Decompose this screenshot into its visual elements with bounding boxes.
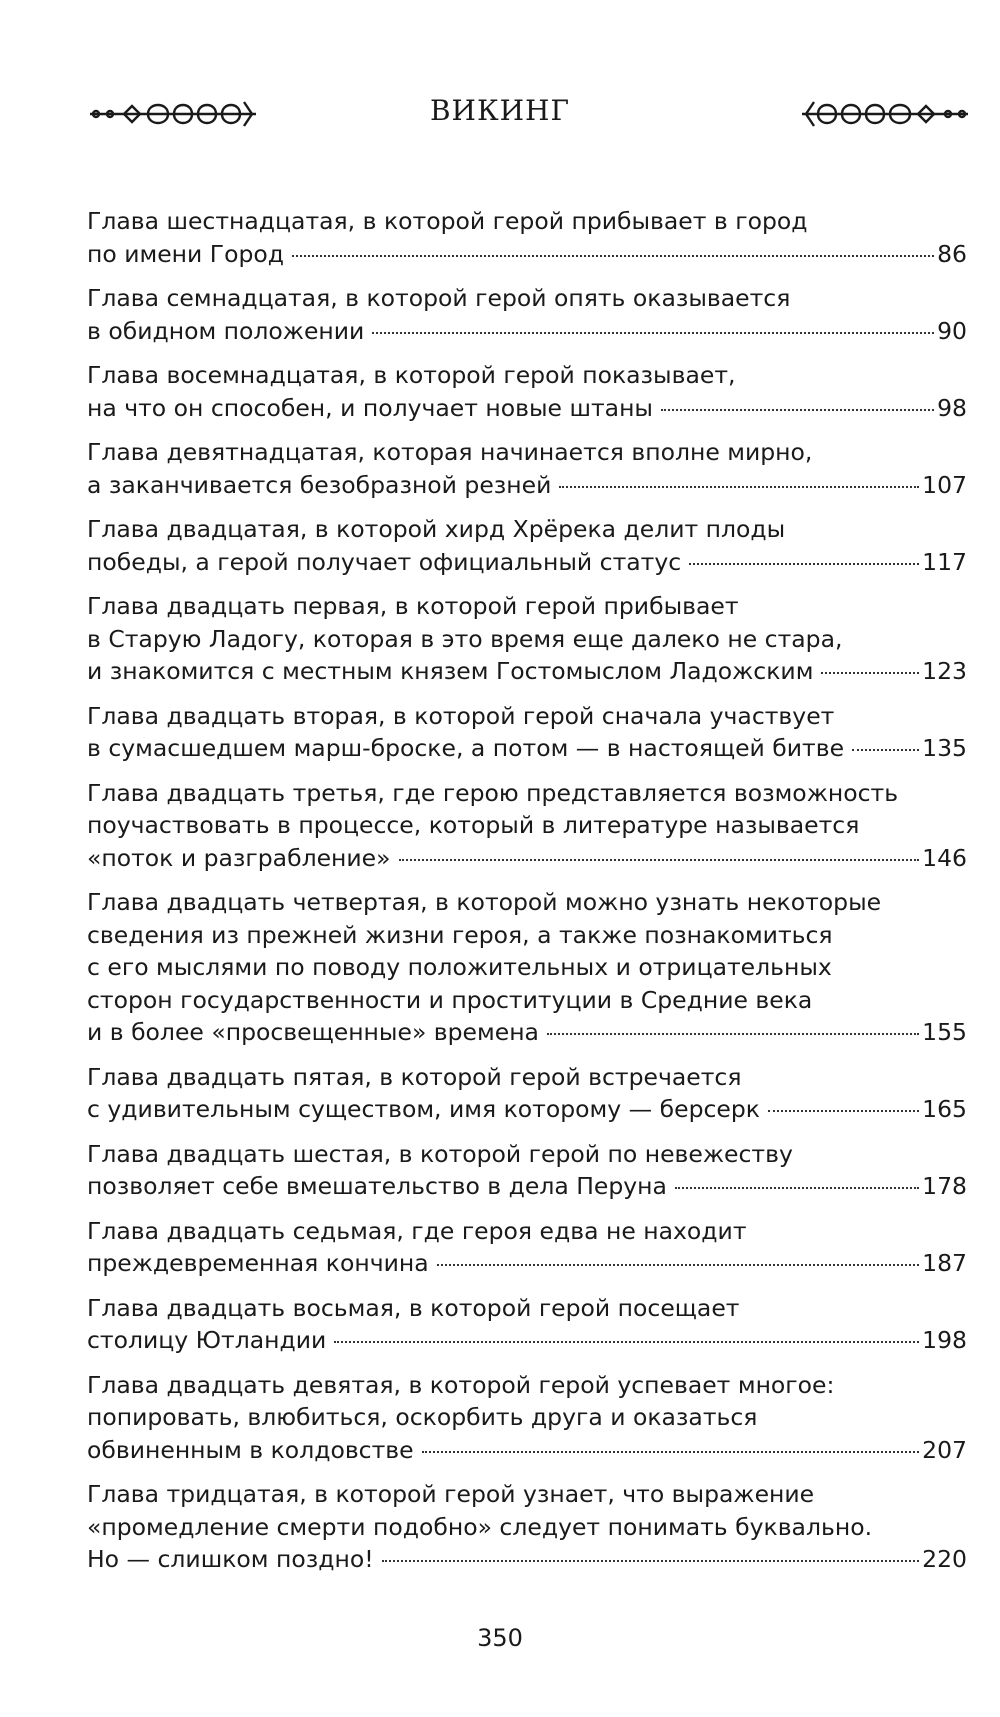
toc-entry-last-line bbox=[87, 842, 967, 875]
dot-leader bbox=[852, 749, 919, 751]
toc-page-number: 117 bbox=[922, 547, 967, 576]
toc-entry-last-line bbox=[87, 315, 967, 348]
toc-entry[interactable] bbox=[87, 700, 967, 765]
toc-entry-text: в обидном положении bbox=[87, 316, 365, 345]
toc-entry-text: столицу Ютландии bbox=[87, 1326, 327, 1354]
toc-entry-text: по имени Город bbox=[87, 239, 285, 268]
toc-page-number: 98 bbox=[937, 393, 967, 422]
right-ornament-icon bbox=[800, 94, 970, 134]
running-header bbox=[0, 86, 1000, 136]
table-of-contents bbox=[87, 205, 967, 1588]
toc-page-number: 135 bbox=[922, 734, 967, 762]
toc-entry-line: с его мыслями по поводу положительных и отрицательных bbox=[87, 953, 832, 981]
toc-entry-line: Глава тридцатая, в которой герой узнает, что выражение bbox=[87, 1480, 815, 1508]
toc-entry-line: Глава восемнадцатая, в которой герой показывает, bbox=[87, 361, 736, 389]
dot-leader bbox=[292, 255, 934, 257]
toc-entry[interactable] bbox=[87, 205, 967, 270]
toc-entry-text: и в более «просвещенные» времена bbox=[87, 1018, 539, 1046]
toc-entry-text: в сумасшедшем марш-броске, а потом — в настоящей битве bbox=[87, 734, 845, 762]
toc-entry-line: Глава двадцать восьмая, в которой герой посещает bbox=[87, 1293, 740, 1322]
toc-entry[interactable] bbox=[87, 1369, 967, 1467]
toc-entry-line: сторон государственности и проституции в Средние века bbox=[87, 985, 813, 1014]
toc-entry-line: поучаствовать в процессе, который в литературе называется bbox=[87, 811, 860, 839]
toc-page-number: 123 bbox=[922, 657, 967, 685]
toc-entry-line: Глава семнадцатая, в которой герой опять оказывается bbox=[87, 284, 791, 312]
toc-entry-last-line bbox=[87, 1016, 967, 1049]
toc-entry-line: Глава двадцать вторая, в которой герой сначала участвует bbox=[87, 701, 835, 730]
toc-entry-line: Глава двадцать седьмая, где героя едва не находит bbox=[87, 1216, 747, 1245]
toc-entry-last-line bbox=[87, 238, 967, 271]
dot-leader bbox=[437, 1264, 920, 1266]
toc-entry-text: преждевременная кончина bbox=[87, 1249, 429, 1277]
toc-entry[interactable] bbox=[87, 886, 967, 1049]
toc-entry-last-line bbox=[87, 1434, 967, 1467]
toc-entry-text: с удивительным существом, имя которому — берсерк bbox=[87, 1095, 760, 1123]
toc-entry-last-line bbox=[87, 1170, 967, 1203]
toc-page-number: 146 bbox=[922, 843, 967, 872]
toc-page-number: 198 bbox=[922, 1326, 967, 1354]
toc-page-number: 90 bbox=[937, 316, 967, 345]
toc-entry[interactable] bbox=[87, 1215, 967, 1280]
dot-leader bbox=[382, 1560, 920, 1562]
toc-page-number: 207 bbox=[922, 1435, 967, 1464]
dot-leader bbox=[422, 1451, 920, 1453]
toc-entry[interactable] bbox=[87, 1138, 967, 1203]
page-number: 350 bbox=[477, 1624, 523, 1652]
toc-entry-last-line bbox=[87, 1093, 967, 1126]
toc-entry-line: Глава шестнадцатая, в которой герой прибывает в город bbox=[87, 207, 808, 235]
toc-entry-last-line bbox=[87, 546, 967, 579]
toc-entry-text: и знакомится с местным князем Гостомыслом Ладожским bbox=[87, 657, 814, 685]
toc-entry[interactable] bbox=[87, 1478, 967, 1576]
toc-entry-line: Глава двадцать четвертая, в которой можно узнать некоторые bbox=[87, 888, 882, 916]
toc-entry-text: «поток и разграбление» bbox=[87, 843, 391, 872]
toc-entry-text: позволяет себе вмешательство в дела Перуна bbox=[87, 1172, 667, 1200]
toc-entry-last-line bbox=[87, 1247, 967, 1280]
toc-entry-text: обвиненным в колдовстве bbox=[87, 1435, 414, 1464]
toc-entry-line: Глава двадцать первая, в которой герой прибывает bbox=[87, 592, 739, 620]
toc-entry-last-line bbox=[87, 1324, 967, 1357]
toc-page-number: 187 bbox=[922, 1249, 967, 1277]
toc-page-number: 178 bbox=[922, 1172, 967, 1200]
toc-page-number: 107 bbox=[922, 470, 967, 499]
toc-entry-line: Глава двадцать пятая, в которой герой встречается bbox=[87, 1062, 742, 1091]
toc-entry[interactable] bbox=[87, 436, 967, 501]
toc-page-number: 165 bbox=[922, 1095, 967, 1123]
dot-leader bbox=[821, 672, 919, 674]
dot-leader bbox=[559, 486, 919, 488]
toc-page-number: 155 bbox=[922, 1018, 967, 1046]
dot-leader bbox=[675, 1187, 919, 1189]
toc-entry-line: в Старую Ладогу, которая в это время еще далеко не стара, bbox=[87, 624, 843, 653]
toc-entry-text: на что он способен, и получает новые штаны bbox=[87, 393, 653, 422]
toc-entry-last-line bbox=[87, 655, 967, 688]
toc-entry-line: «промедление смерти подобно» следует понимать буквально. bbox=[87, 1512, 873, 1541]
dot-leader bbox=[547, 1033, 919, 1035]
toc-entry-last-line bbox=[87, 392, 967, 425]
dot-leader bbox=[689, 563, 919, 565]
toc-entry-text: Но — слишком поздно! bbox=[87, 1545, 374, 1573]
toc-entry[interactable] bbox=[87, 590, 967, 688]
toc-entry[interactable] bbox=[87, 777, 967, 875]
toc-entry-last-line bbox=[87, 732, 967, 765]
toc-entry-text: а заканчивается безобразной резней bbox=[87, 470, 552, 499]
dot-leader bbox=[661, 409, 934, 411]
toc-entry-line: Глава двадцать девятая, в которой герой успевает многое: bbox=[87, 1370, 835, 1399]
toc-page-number: 86 bbox=[937, 239, 967, 268]
toc-entry[interactable] bbox=[87, 282, 967, 347]
dot-leader bbox=[399, 859, 920, 861]
toc-entry-line: Глава двадцать третья, где герою представляется возможность bbox=[87, 778, 899, 807]
toc-entry-line: Глава двадцать шестая, в которой герой по невежеству bbox=[87, 1139, 793, 1168]
toc-entry-line: Глава двадцатая, в которой хирд Хрёрека делит плоды bbox=[87, 515, 786, 543]
toc-entry-line: попировать, влюбиться, оскорбить друга и оказаться bbox=[87, 1403, 758, 1431]
toc-entry-last-line bbox=[87, 469, 967, 502]
dot-leader bbox=[372, 332, 934, 334]
dot-leader bbox=[334, 1341, 919, 1343]
dot-leader bbox=[768, 1110, 919, 1112]
running-title: ВИКИНГ bbox=[429, 94, 571, 127]
toc-entry[interactable] bbox=[87, 1292, 967, 1357]
toc-page-number: 220 bbox=[922, 1545, 967, 1573]
toc-entry-line: сведения из прежней жизни героя, а также познакомиться bbox=[87, 920, 833, 949]
toc-entry-last-line bbox=[87, 1543, 967, 1576]
toc-entry[interactable] bbox=[87, 1061, 967, 1126]
toc-entry-text: победы, а герой получает официальный статус bbox=[87, 547, 682, 576]
toc-entry-line: Глава девятнадцатая, которая начинается вполне мирно, bbox=[87, 438, 813, 466]
toc-entry[interactable] bbox=[87, 359, 967, 424]
toc-entry[interactable] bbox=[87, 513, 967, 578]
